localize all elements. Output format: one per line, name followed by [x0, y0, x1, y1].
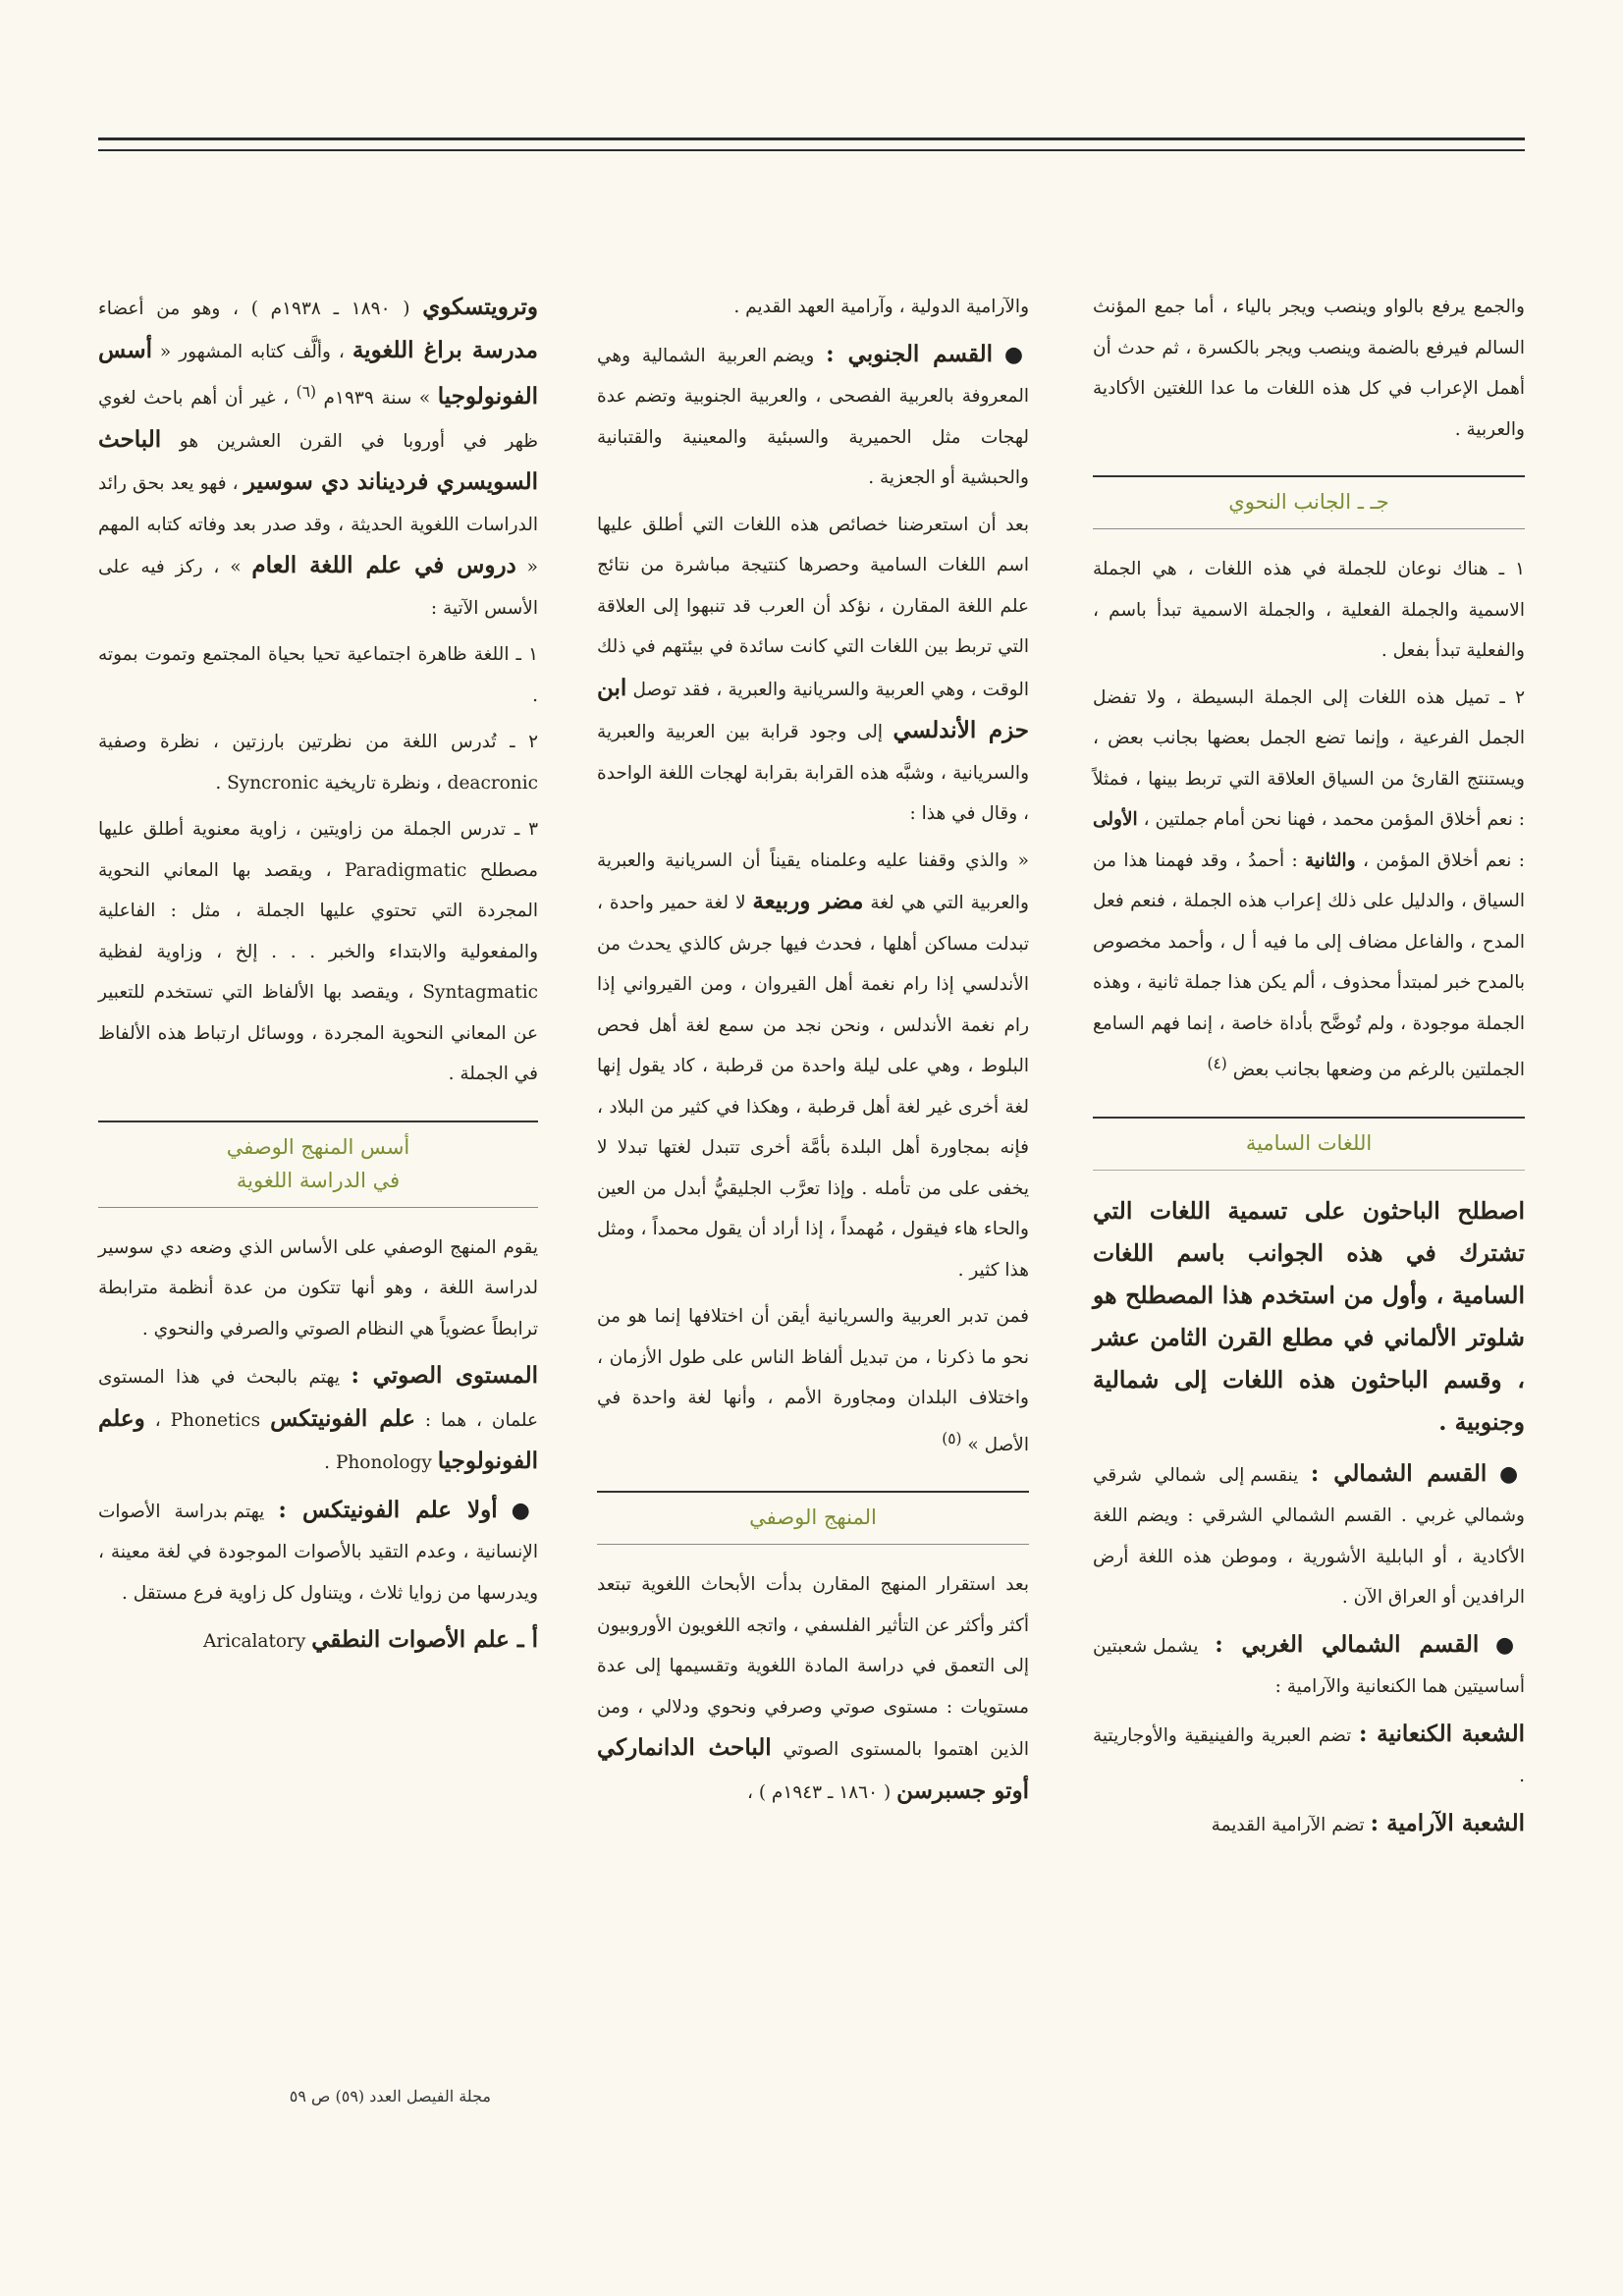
intro-paragraph: اصطلح الباحثون على تسمية اللغات التي تشترك في هذه الجوانب باسم اللغات السامية ، وأول من استخدم هذا المصطلح هو شلوتر الألماني في مطلع القرن الثامن عشر ، وقسم الباحثون هذه اللغات إلى شمالية وجنوبية .	[1093, 1196, 1525, 1436]
paragraph: والجمع يرفع بالواو وينصب ويجر بالياء ، أما جمع المؤنث السالم فيرفع بالضمة وينصب ويجر بالكسرة ، ثم حدث أن أهمل الإعراب في كل هذه اللغات ما عدا اللغتين الأكادية والعربية .	[1093, 297, 1525, 440]
paragraph	[1093, 678, 1525, 1091]
paragraph: يقوم المنهج الوصفي على الأساس الذي وضعه دي سوسير لدراسة اللغة ، وهو أنها تتكون من عدة أنظمة مترابطة ترابطاً عضوياً هي النظام الصوتي والصرفي والنحوي .	[98, 1236, 538, 1339]
bold-term: الشعبة الكنعانية :	[1358, 1720, 1525, 1747]
text: ( ١٨٩٠ ـ ١٩٣٨م ) ، وهو من أعضاء	[98, 299, 410, 319]
text: Aricalatory	[203, 1631, 306, 1653]
bold-term: مضر وربيعة	[752, 888, 864, 914]
footnote-ref: (٤)	[1207, 1055, 1227, 1072]
bold-term: أولا علم الفونيتكس :	[278, 1496, 498, 1523]
text: « والذي وقفنا عليه وعلمناه يقيناً أن السريانية والعبرية والعربية التي هي لغة	[597, 849, 1029, 913]
bullet-icon: ●	[1494, 1632, 1525, 1658]
bold-term: ابن حزم الأندلسي	[597, 674, 1029, 743]
bold-term: وترويتسكوي	[422, 294, 539, 320]
paragraph	[1093, 1624, 1525, 1708]
header-rule-thin	[98, 149, 1525, 151]
section-heading-wasfi: المنهج الوصفي	[597, 1491, 1029, 1545]
bold-term: دروس في علم اللغة العام	[251, 552, 516, 579]
text: ويضم العربية الشمالية وهي المعروفة بالعربية الفصحى ، والعربية الجنوبية وتضم عدة لهجات مثل الحميرية والسبئية والمعينية والقتبانية والحبشية أو الجعزية .	[597, 345, 1029, 488]
text: فمن تدبر العربية والسريانية أيقن أن اختلافها إنما هو من نحو ما ذكرنا ، من تبديل ألفاظ الناس على طول الأزمان ، واختلاف البلدان ومجاورة الأمم ، وأنها لغة واحدة في الأصل »	[597, 1306, 1029, 1455]
list-item: ٢ ـ تُدرس اللغة من نظرتين بارزتين ، نظرة وصفية deacronic ، ونظرة تاريخية Syncronic .	[98, 732, 538, 793]
quote-paragraph	[597, 841, 1029, 1291]
text: يهتم بالبحث في هذا المستوى علمان ، هما :	[98, 1367, 539, 1431]
bold-term: القسم الشمالي :	[1310, 1459, 1488, 1487]
bullet-icon: ●	[511, 1498, 538, 1523]
text: بعد استقرار المنهج المقارن بدأت الأبحاث اللغوية تبتعد أكثر وأكثر عن التأثير الفلسفي ، واتجه اللغويون الأوروبيون إلى التعمق في دراسة المادة اللغوية وتقسيمها إلى عدة مستويات : مستوى صوتي وصرفي ونحوي ودلالي ، ومن الذين اهتموا بالمستوى الصوتي	[597, 1574, 1030, 1761]
text: يشمل شعبتين أساسيتين هما الكنعانية والآرامية :	[1093, 1635, 1525, 1698]
text: ( ١٨٦٠ ـ ١٩٤٣م ) ،	[746, 1781, 892, 1803]
text: ينقسم إلى شمالي شرقي وشمالي غربي . القسم الشمالي الشرقي : ويضم اللغة الأكادية ، أو البابلية الأشورية ، وموطن هذه اللغة أرض الرافدين أو العراق الآن .	[1093, 1464, 1525, 1609]
paragraph	[98, 1490, 538, 1614]
bold-term: أ ـ علم الأصوات النطقي	[311, 1626, 538, 1654]
paragraph: ١ ـ هناك نوعان للجملة في هذه اللغات ، هي الجملة الاسمية والجملة الفعلية ، والجملة الاسمية تبدأ باسم ، والفعلية تبدأ بفعل .	[1093, 559, 1525, 661]
bold-term: أسس الفونولوجيا	[98, 336, 539, 410]
paragraph	[1093, 1714, 1525, 1797]
quote-paragraph	[597, 1296, 1029, 1465]
bold-term: الباحث الدانماركي أوتو جسبرسن	[597, 1734, 1029, 1804]
bold-term: القسم الجنوبي :	[826, 340, 994, 367]
bold-term: مدرسة براغ اللغوية	[352, 336, 538, 363]
bold-term: علم الفونيتكس	[270, 1404, 415, 1432]
text: يهتم بدراسة الأصوات الإنسانية ، وعدم التقيد بالأصوات الموجودة في لغة معينة ، ويدرسها من زوايا ثلاث ، ويتناول كل زاوية فرع مستقل .	[98, 1501, 538, 1604]
heading-line: أسس المنهج الوصفي	[226, 1134, 410, 1159]
column-left	[98, 287, 538, 1668]
paragraph	[1093, 1453, 1525, 1618]
text: Phonology .	[324, 1452, 432, 1474]
paragraph	[98, 287, 538, 629]
text: ، فهو يعد بحق رائد الدراسات اللغوية الحديثة ، وقد صدر بعد وفاته كتابه المهم «	[98, 473, 538, 578]
section-heading-usus	[98, 1121, 538, 1208]
column-right	[1093, 287, 1525, 1851]
paragraph	[597, 505, 1029, 835]
section-heading-nahwi: جـ ـ الجانب النحوي	[1093, 475, 1525, 529]
bold-term: وعلم الفونولوجيا	[98, 1404, 538, 1475]
section-heading-samiya: اللغات السامية	[1093, 1117, 1525, 1171]
bold-term: القسم الشمالي الغربي :	[1215, 1630, 1480, 1658]
footnote-ref: (٦)	[296, 383, 316, 401]
text: ، وألَّف كتابه المشهور «	[159, 341, 345, 362]
list-item: ١ ـ اللغة ظاهرة اجتماعية تحيا بحياة المجتمع وتموت بموته .	[98, 644, 538, 706]
column-middle	[597, 287, 1029, 1819]
bold-term: الشعبة الآرامية :	[1370, 1809, 1525, 1836]
list-item: ٣ ـ تدرس الجملة من زاويتين ، زاوية معنوية أطلق عليها مصطلح Paradigmatic ، ويقصد بها المعاني النحوية المجردة التي تحتوي عليها الجملة ، مثل : الفاعلية والمفعولية والابتداء والخبر . . . إلخ ، وزاوية لفظية Syntagmatic ، ويقصد بها الألفاظ التي تستخدم للتعبير عن المعاني النحوية المجردة ، ووسائل ارتباط هذه الألفاظ في الجملة .	[98, 819, 538, 1085]
footnote-ref: (٥)	[942, 1429, 962, 1448]
paragraph	[597, 1564, 1029, 1813]
text: » ، ركز فيه على الأسس الآتية :	[98, 557, 538, 619]
text: تضم الآرامية القديمة	[1211, 1814, 1365, 1835]
text: : أحمدُ ، وقد فهمنا هذا من السياق ، والدليل على ذلك إعراب هذه الجملة ، فنعم فعل المدح ، والفاعل مضاف إلى ما فيه أ ل ، وأحمد مخصوص بالمدح خبر لمبتدأ محذوف ، ألم يكن هذا جملة ثانية ، وهذه الجملة موجودة ، ولم تُوضَّح بأداة خاصة ، إنما فهم السامع الجملتين بالرغم من وضعها بجانب بعض	[1093, 849, 1525, 1081]
paragraph	[597, 334, 1029, 499]
text: : نعم أخلاق المؤمن ،	[1363, 849, 1525, 871]
text: ، غير أن أهم باحث لغوي ظهر في أوروبا في القرن العشرين هو	[98, 388, 538, 452]
paragraph	[1093, 1803, 1525, 1846]
text: Phonetics ،	[154, 1409, 261, 1431]
text: لا لغة حمير واحدة ، تبدلت مساكن أهلها ، فحدث فيها جرش كالذي يحدث من الأندلسي إذا رام نغمة أهل القيروان ، ومن القيرواني إذا رام نغمة الأندلس ، ونحن نجد من سمع لغة أهل فحص البلوط ، وهي على ليلة واحدة من قرطبة ، كاد يقول إنها لغة أخرى غير لغة أهل قرطبة ، وهكذا في كثير من البلاد ، فإنه بمجاورة أهل البلدة بأمَّة أخرى تتبدل لغتها تبدلا لا يخفى على من تأمله . وإذا تعرَّب الجليقيُّ أبدل من العين والحاء هاء فيقول ، مُهمداً ، إذا أراد أن يقول محمداً ، ومثل هذا كثير .	[597, 893, 1029, 1281]
text: بعد أن استعرضنا خصائص هذه اللغات التي أطلق عليها اسم اللغات السامية وحصرها كنتيجة مباشرة من نتائج علم اللغة المقارن ، نؤكد أن العرب قد تنبهوا إلى العلاقة التي تربط بين اللغات التي كانت سائدة في بيئتهم في ذلك الوقت ، وهي العربية والسريانية والعبرية ، فقد توصل	[597, 514, 1029, 700]
paragraph: والآرامية الدولية ، وآرامية العهد القديم .	[733, 297, 1029, 317]
bold-term: المستوى الصوتي :	[351, 1362, 538, 1390]
paragraph	[98, 1355, 538, 1484]
text: إلى وجود قرابة بين العربية والعبرية والسريانية ، وشبَّه هذه القرابة بقرابة لهجات اللغة الواحدة ، وقال في هذا :	[597, 722, 1029, 824]
page-footer: مجلة الفيصل العدد (٥٩) ص ٥٩	[289, 2087, 491, 2105]
bold-term: الباحث السويسري فرديناند دي سوسير	[98, 425, 538, 496]
heading-line: في الدراسة اللغوية	[236, 1168, 401, 1192]
text: تضم العبرية والفينيقية والأوجاريتية .	[1093, 1724, 1525, 1787]
paragraph	[98, 1619, 538, 1663]
bold-term: والثانية	[1305, 849, 1356, 871]
bold-term: الأولى	[1093, 809, 1138, 830]
bullet-icon: ●	[1498, 1461, 1525, 1487]
bullet-icon: ●	[1003, 342, 1029, 367]
text: » سنة ١٩٣٩م	[323, 388, 431, 410]
text: ٢ ـ تميل هذه اللغات إلى الجملة البسيطة ، ولا تفضل الجمل الفرعية ، وإنما تضع الجمل بعضها بجانب بعض ، ويستنتج القارئ من السياق العلاقة التي تربط بينها ، فمثلاً : نعم أخلاق المؤمن محمد ، فهنا نحن أمام جملتين ،	[1093, 686, 1525, 830]
header-rule	[98, 137, 1525, 140]
